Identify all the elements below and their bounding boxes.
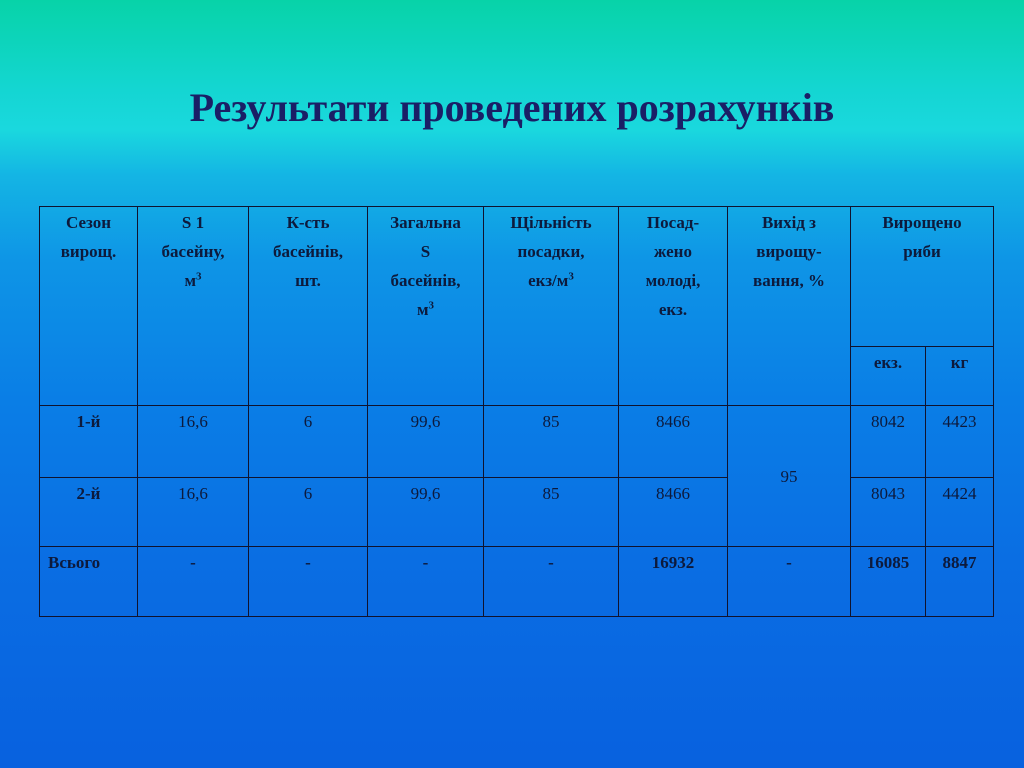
table-row <box>40 478 994 547</box>
cell-s1: 16,6 <box>138 406 249 478</box>
cell-total-density: - <box>484 547 619 617</box>
cell-total-count: - <box>249 547 368 617</box>
cell-season: 1-й <box>40 406 138 478</box>
cell-total-yield: - <box>728 547 851 617</box>
cell-grown-pcs: 8042 <box>851 406 926 478</box>
cell-density: 85 <box>484 478 619 547</box>
cell-s1: 16,6 <box>138 478 249 547</box>
subheader-pcs: екз. <box>851 347 926 406</box>
cell-count: 6 <box>249 406 368 478</box>
table-total-row <box>40 547 994 617</box>
slide-title: Результати проведених розрахунків <box>189 85 835 130</box>
cell-total-area: - <box>368 547 484 617</box>
cell-total-grown-kg: 8847 <box>926 547 994 617</box>
cell-season: 2-й <box>40 478 138 547</box>
header-season: Сезон вирощ. <box>40 207 138 406</box>
cell-total-s1: - <box>138 547 249 617</box>
header-grown: Вирощено риби <box>851 207 994 347</box>
cell-planted: 8466 <box>619 478 728 547</box>
cell-total-grown-pcs: 16085 <box>851 547 926 617</box>
header-planted: Посад- жено молоді, екз. <box>619 207 728 406</box>
cell-total-area: 99,6 <box>368 406 484 478</box>
header-density: Щільність посадки, екз/$м^3$ <box>484 207 619 406</box>
cell-grown-kg: 4424 <box>926 478 994 547</box>
results-table <box>39 206 994 617</box>
header-yield: Вихід з вирощу- вання, % <box>728 207 851 406</box>
cell-total-planted: 16932 <box>619 547 728 617</box>
cell-total-label: Всього <box>40 547 138 617</box>
table-row <box>40 406 994 478</box>
cell-total-area: 99,6 <box>368 478 484 547</box>
cell-grown-kg: 4423 <box>926 406 994 478</box>
header-total-area: Загальна S басейнів, $м^3$ <box>368 207 484 406</box>
cell-planted: 8466 <box>619 406 728 478</box>
subheader-kg: кг <box>926 347 994 406</box>
cell-count: 6 <box>249 478 368 547</box>
cell-yield-merged: 95 <box>728 406 851 547</box>
header-count: К-сть басейнів, шт. <box>249 207 368 406</box>
cell-grown-pcs: 8043 <box>851 478 926 547</box>
header-s1: S 1 басейну, $м^3$ <box>138 207 249 406</box>
cell-density: 85 <box>484 406 619 478</box>
